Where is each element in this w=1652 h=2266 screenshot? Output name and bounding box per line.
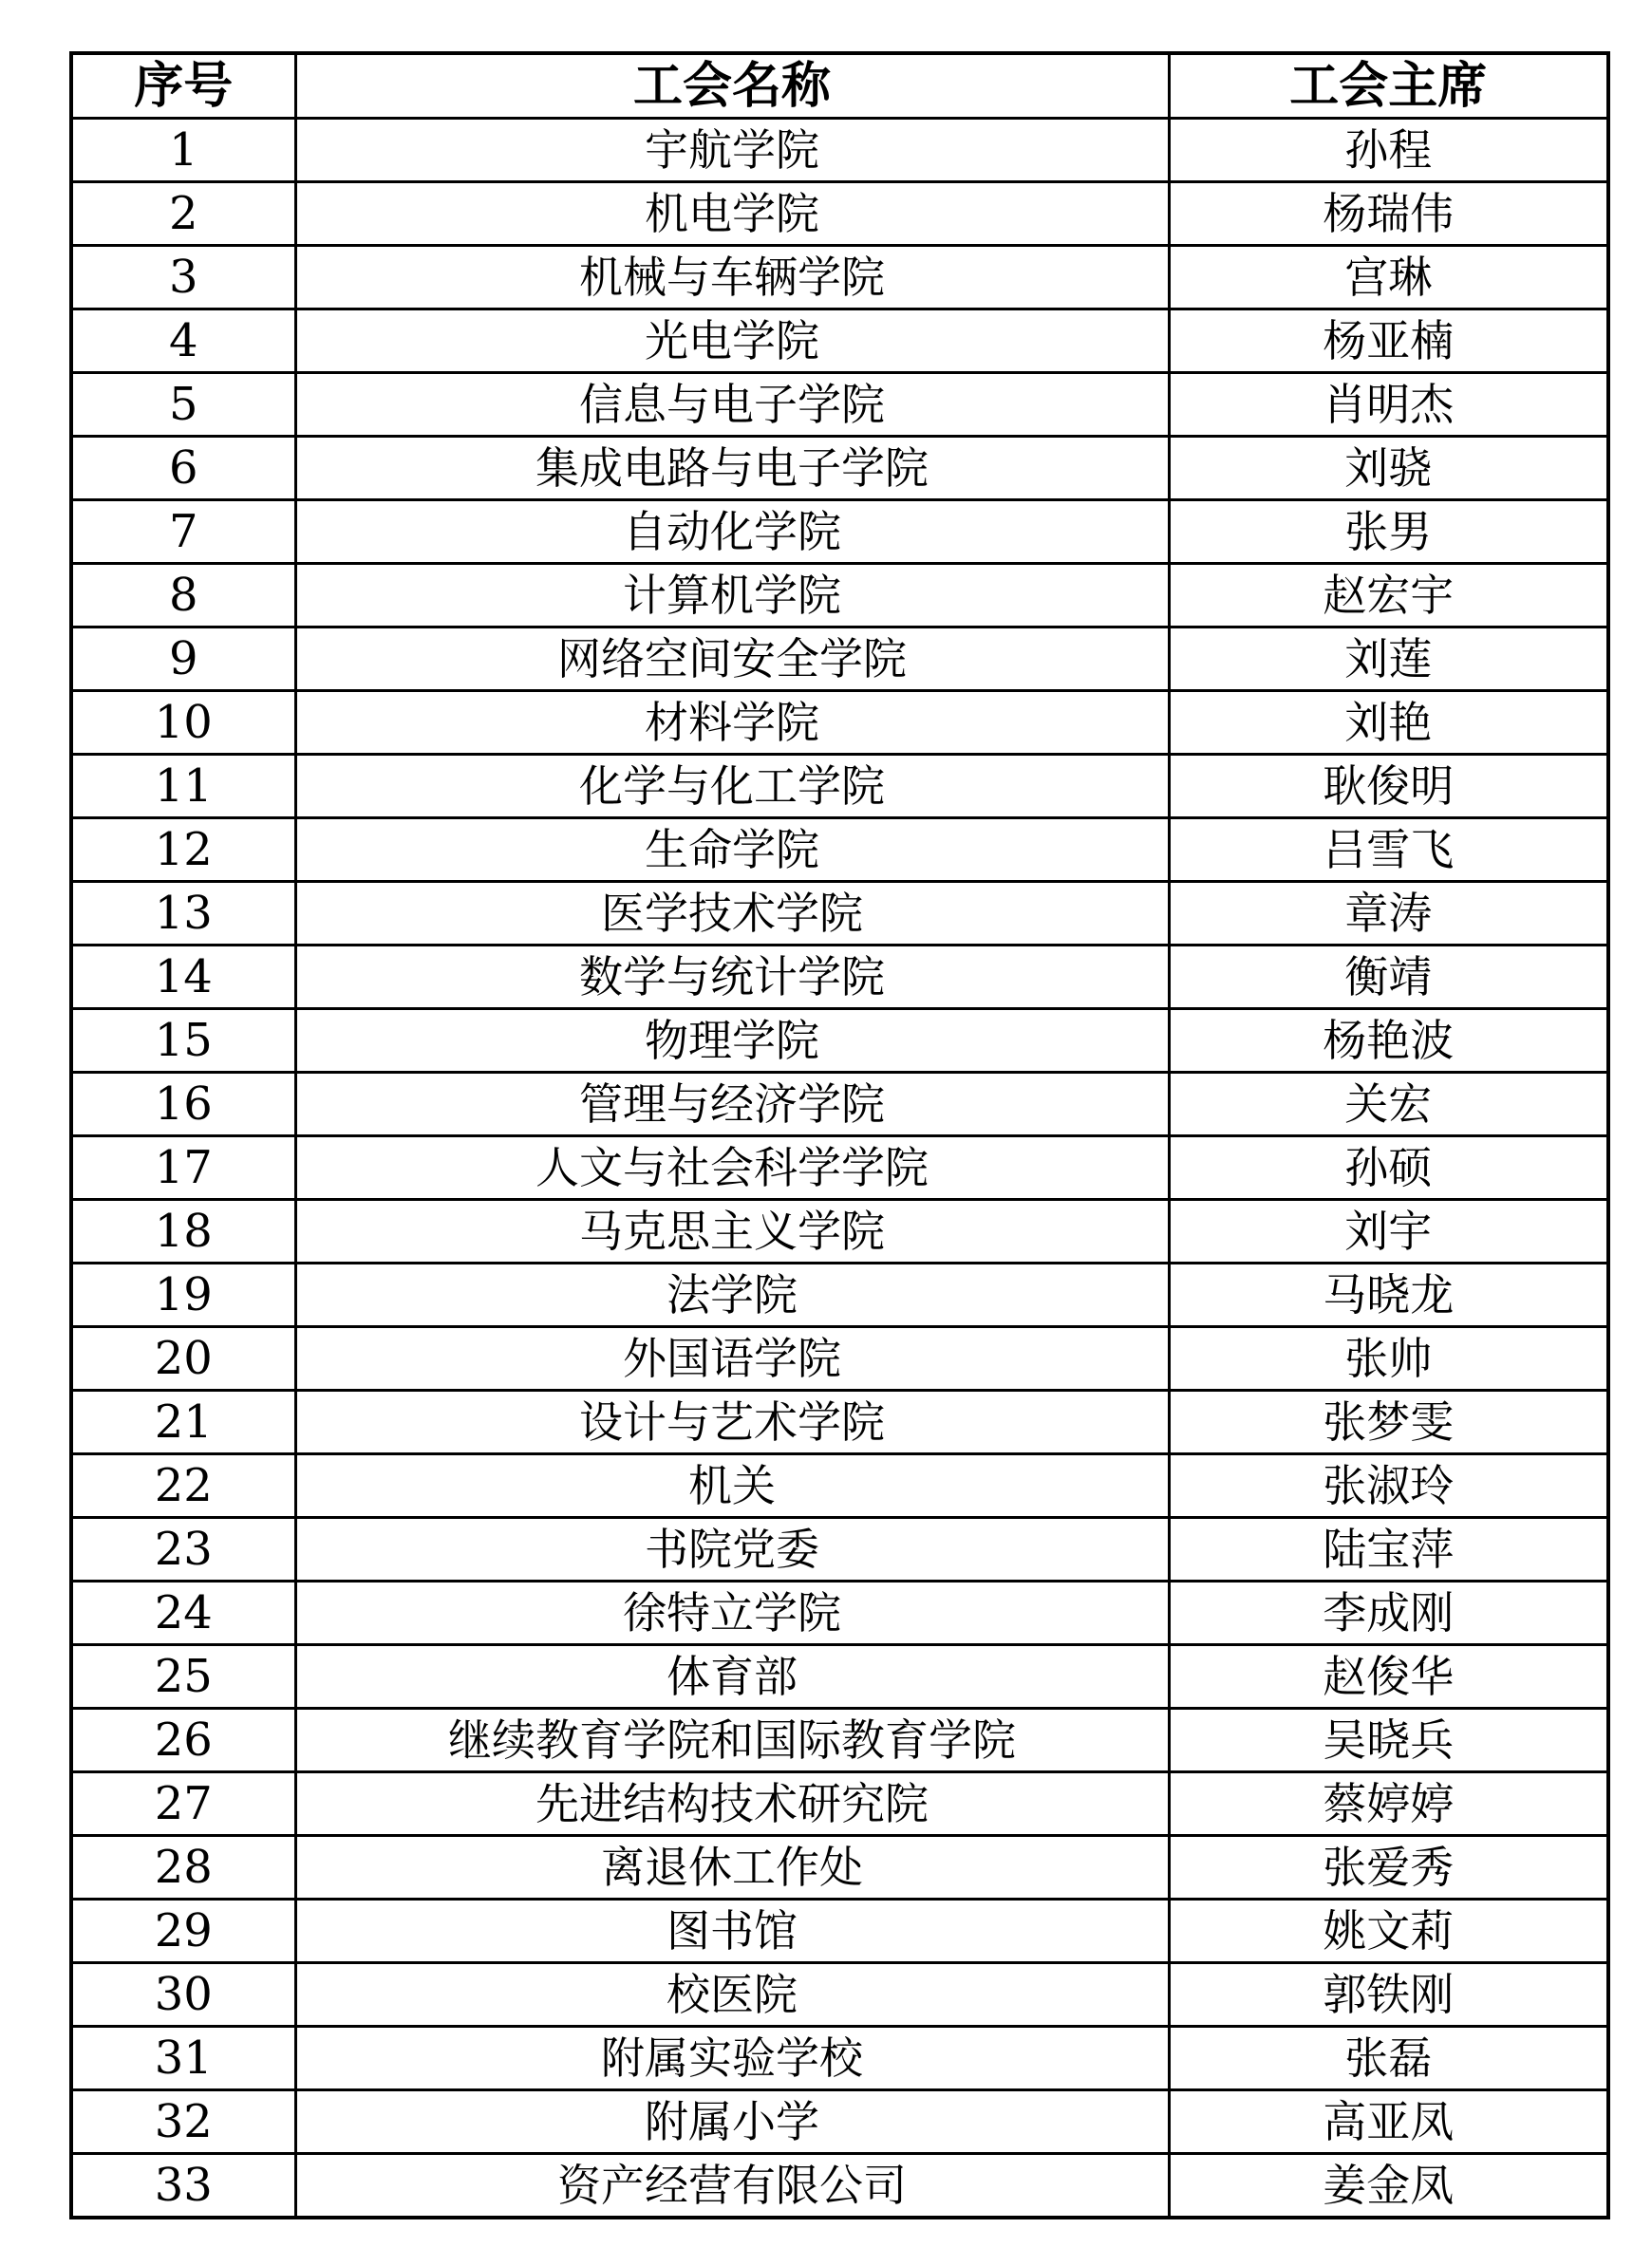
union-name-cell: 信息与电子学院	[295, 373, 1169, 437]
table-row	[71, 1073, 1608, 1136]
index-cell: 23	[71, 1518, 295, 1582]
header-index: 序号	[71, 53, 295, 119]
index-cell: 21	[71, 1391, 295, 1454]
union-name-cell: 书院党委	[295, 1518, 1169, 1582]
union-name-cell: 物理学院	[295, 1009, 1169, 1073]
table-row	[71, 1327, 1608, 1391]
table-row	[71, 1709, 1608, 1772]
union-name-cell: 外国语学院	[295, 1327, 1169, 1391]
union-name-cell: 资产经营有限公司	[295, 2154, 1169, 2219]
union-name-cell: 管理与经济学院	[295, 1073, 1169, 1136]
table-row	[71, 1454, 1608, 1518]
union-chair-cell: 孙硕	[1169, 1136, 1608, 1200]
index-cell: 1	[71, 119, 295, 182]
table-row	[71, 182, 1608, 246]
union-chair-cell: 姚文莉	[1169, 1900, 1608, 1963]
union-chair-cell: 肖明杰	[1169, 373, 1608, 437]
union-name-cell: 离退休工作处	[295, 1836, 1169, 1900]
index-cell: 10	[71, 691, 295, 755]
index-cell: 25	[71, 1645, 295, 1709]
union-chair-cell: 杨艳波	[1169, 1009, 1608, 1073]
union-chair-cell: 吕雪飞	[1169, 818, 1608, 882]
union-name-cell: 生命学院	[295, 818, 1169, 882]
union-chair-cell: 刘艳	[1169, 691, 1608, 755]
union-name-cell: 光电学院	[295, 309, 1169, 373]
header-union-chair: 工会主席	[1169, 53, 1608, 119]
union-name-cell: 网络空间安全学院	[295, 627, 1169, 691]
union-chairs-table	[69, 51, 1610, 2219]
index-cell: 33	[71, 2154, 295, 2219]
table-row	[71, 818, 1608, 882]
union-name-cell: 自动化学院	[295, 500, 1169, 564]
union-name-cell: 校医院	[295, 1963, 1169, 2027]
union-chair-cell: 马晓龙	[1169, 1264, 1608, 1327]
union-chair-cell: 赵俊华	[1169, 1645, 1608, 1709]
union-chair-cell: 宫琳	[1169, 246, 1608, 309]
table-row	[71, 2027, 1608, 2090]
index-cell: 31	[71, 2027, 295, 2090]
union-name-cell: 集成电路与电子学院	[295, 437, 1169, 500]
union-name-cell: 马克思主义学院	[295, 1200, 1169, 1264]
union-name-cell: 先进结构技术研究院	[295, 1772, 1169, 1836]
index-cell: 14	[71, 946, 295, 1009]
union-name-cell: 医学技术学院	[295, 882, 1169, 946]
table-row	[71, 373, 1608, 437]
union-chair-cell: 蔡婷婷	[1169, 1772, 1608, 1836]
union-chair-cell: 孙程	[1169, 119, 1608, 182]
index-cell: 32	[71, 2090, 295, 2154]
union-chair-cell: 刘莲	[1169, 627, 1608, 691]
union-name-cell: 数学与统计学院	[295, 946, 1169, 1009]
index-cell: 6	[71, 437, 295, 500]
union-name-cell: 机电学院	[295, 182, 1169, 246]
union-chair-cell: 张磊	[1169, 2027, 1608, 2090]
union-chair-cell: 张梦雯	[1169, 1391, 1608, 1454]
union-name-cell: 计算机学院	[295, 564, 1169, 627]
union-chair-cell: 姜金凤	[1169, 2154, 1608, 2219]
union-name-cell: 机械与车辆学院	[295, 246, 1169, 309]
union-chair-cell: 杨亚楠	[1169, 309, 1608, 373]
table-row	[71, 755, 1608, 818]
union-chair-cell: 耿俊明	[1169, 755, 1608, 818]
union-chair-cell: 关宏	[1169, 1073, 1608, 1136]
union-name-cell: 徐特立学院	[295, 1582, 1169, 1645]
table-row	[71, 627, 1608, 691]
index-cell: 29	[71, 1900, 295, 1963]
table-header-row	[71, 53, 1608, 119]
table-row	[71, 1391, 1608, 1454]
index-cell: 7	[71, 500, 295, 564]
union-chair-cell: 吴晓兵	[1169, 1709, 1608, 1772]
table-row	[71, 1136, 1608, 1200]
table-row	[71, 2090, 1608, 2154]
union-chair-cell: 章涛	[1169, 882, 1608, 946]
index-cell: 3	[71, 246, 295, 309]
union-name-cell: 继续教育学院和国际教育学院	[295, 1709, 1169, 1772]
table-row	[71, 1264, 1608, 1327]
union-name-cell: 附属实验学校	[295, 2027, 1169, 2090]
table-row	[71, 500, 1608, 564]
table-row	[71, 1836, 1608, 1900]
index-cell: 4	[71, 309, 295, 373]
table-row	[71, 1518, 1608, 1582]
index-cell: 28	[71, 1836, 295, 1900]
union-chair-cell: 刘宇	[1169, 1200, 1608, 1264]
union-chair-cell: 陆宝萍	[1169, 1518, 1608, 1582]
union-chair-cell: 刘骁	[1169, 437, 1608, 500]
index-cell: 8	[71, 564, 295, 627]
union-name-cell: 宇航学院	[295, 119, 1169, 182]
union-chair-cell: 郭铁刚	[1169, 1963, 1608, 2027]
union-name-cell: 体育部	[295, 1645, 1169, 1709]
union-name-cell: 图书馆	[295, 1900, 1169, 1963]
table-body	[71, 119, 1608, 2219]
table-row	[71, 2154, 1608, 2219]
index-cell: 2	[71, 182, 295, 246]
union-chair-cell: 张淑玲	[1169, 1454, 1608, 1518]
union-chair-cell: 张帅	[1169, 1327, 1608, 1391]
index-cell: 5	[71, 373, 295, 437]
index-cell: 19	[71, 1264, 295, 1327]
index-cell: 24	[71, 1582, 295, 1645]
table-row	[71, 1900, 1608, 1963]
index-cell: 11	[71, 755, 295, 818]
table-row	[71, 1963, 1608, 2027]
index-cell: 17	[71, 1136, 295, 1200]
table-row	[71, 564, 1608, 627]
union-chair-cell: 杨瑞伟	[1169, 182, 1608, 246]
union-chair-cell: 张爱秀	[1169, 1836, 1608, 1900]
union-chair-cell: 李成刚	[1169, 1582, 1608, 1645]
union-name-cell: 设计与艺术学院	[295, 1391, 1169, 1454]
table-row	[71, 1772, 1608, 1836]
index-cell: 18	[71, 1200, 295, 1264]
union-name-cell: 法学院	[295, 1264, 1169, 1327]
header-union-name: 工会名称	[295, 53, 1169, 119]
index-cell: 20	[71, 1327, 295, 1391]
table-row	[71, 691, 1608, 755]
index-cell: 26	[71, 1709, 295, 1772]
index-cell: 12	[71, 818, 295, 882]
union-name-cell: 附属小学	[295, 2090, 1169, 2154]
index-cell: 9	[71, 627, 295, 691]
union-name-cell: 化学与化工学院	[295, 755, 1169, 818]
index-cell: 15	[71, 1009, 295, 1073]
union-name-cell: 材料学院	[295, 691, 1169, 755]
table-row	[71, 882, 1608, 946]
table-row	[71, 946, 1608, 1009]
union-name-cell: 人文与社会科学学院	[295, 1136, 1169, 1200]
index-cell: 30	[71, 1963, 295, 2027]
index-cell: 16	[71, 1073, 295, 1136]
table-row	[71, 246, 1608, 309]
table-row	[71, 1582, 1608, 1645]
index-cell: 22	[71, 1454, 295, 1518]
table-row	[71, 1645, 1608, 1709]
table-row	[71, 119, 1608, 182]
table-row	[71, 437, 1608, 500]
table-row	[71, 309, 1608, 373]
index-cell: 13	[71, 882, 295, 946]
union-chair-cell: 高亚凤	[1169, 2090, 1608, 2154]
union-chair-cell: 衡靖	[1169, 946, 1608, 1009]
union-chair-cell: 赵宏宇	[1169, 564, 1608, 627]
table-row	[71, 1200, 1608, 1264]
union-chair-cell: 张男	[1169, 500, 1608, 564]
index-cell: 27	[71, 1772, 295, 1836]
union-name-cell: 机关	[295, 1454, 1169, 1518]
table-row	[71, 1009, 1608, 1073]
